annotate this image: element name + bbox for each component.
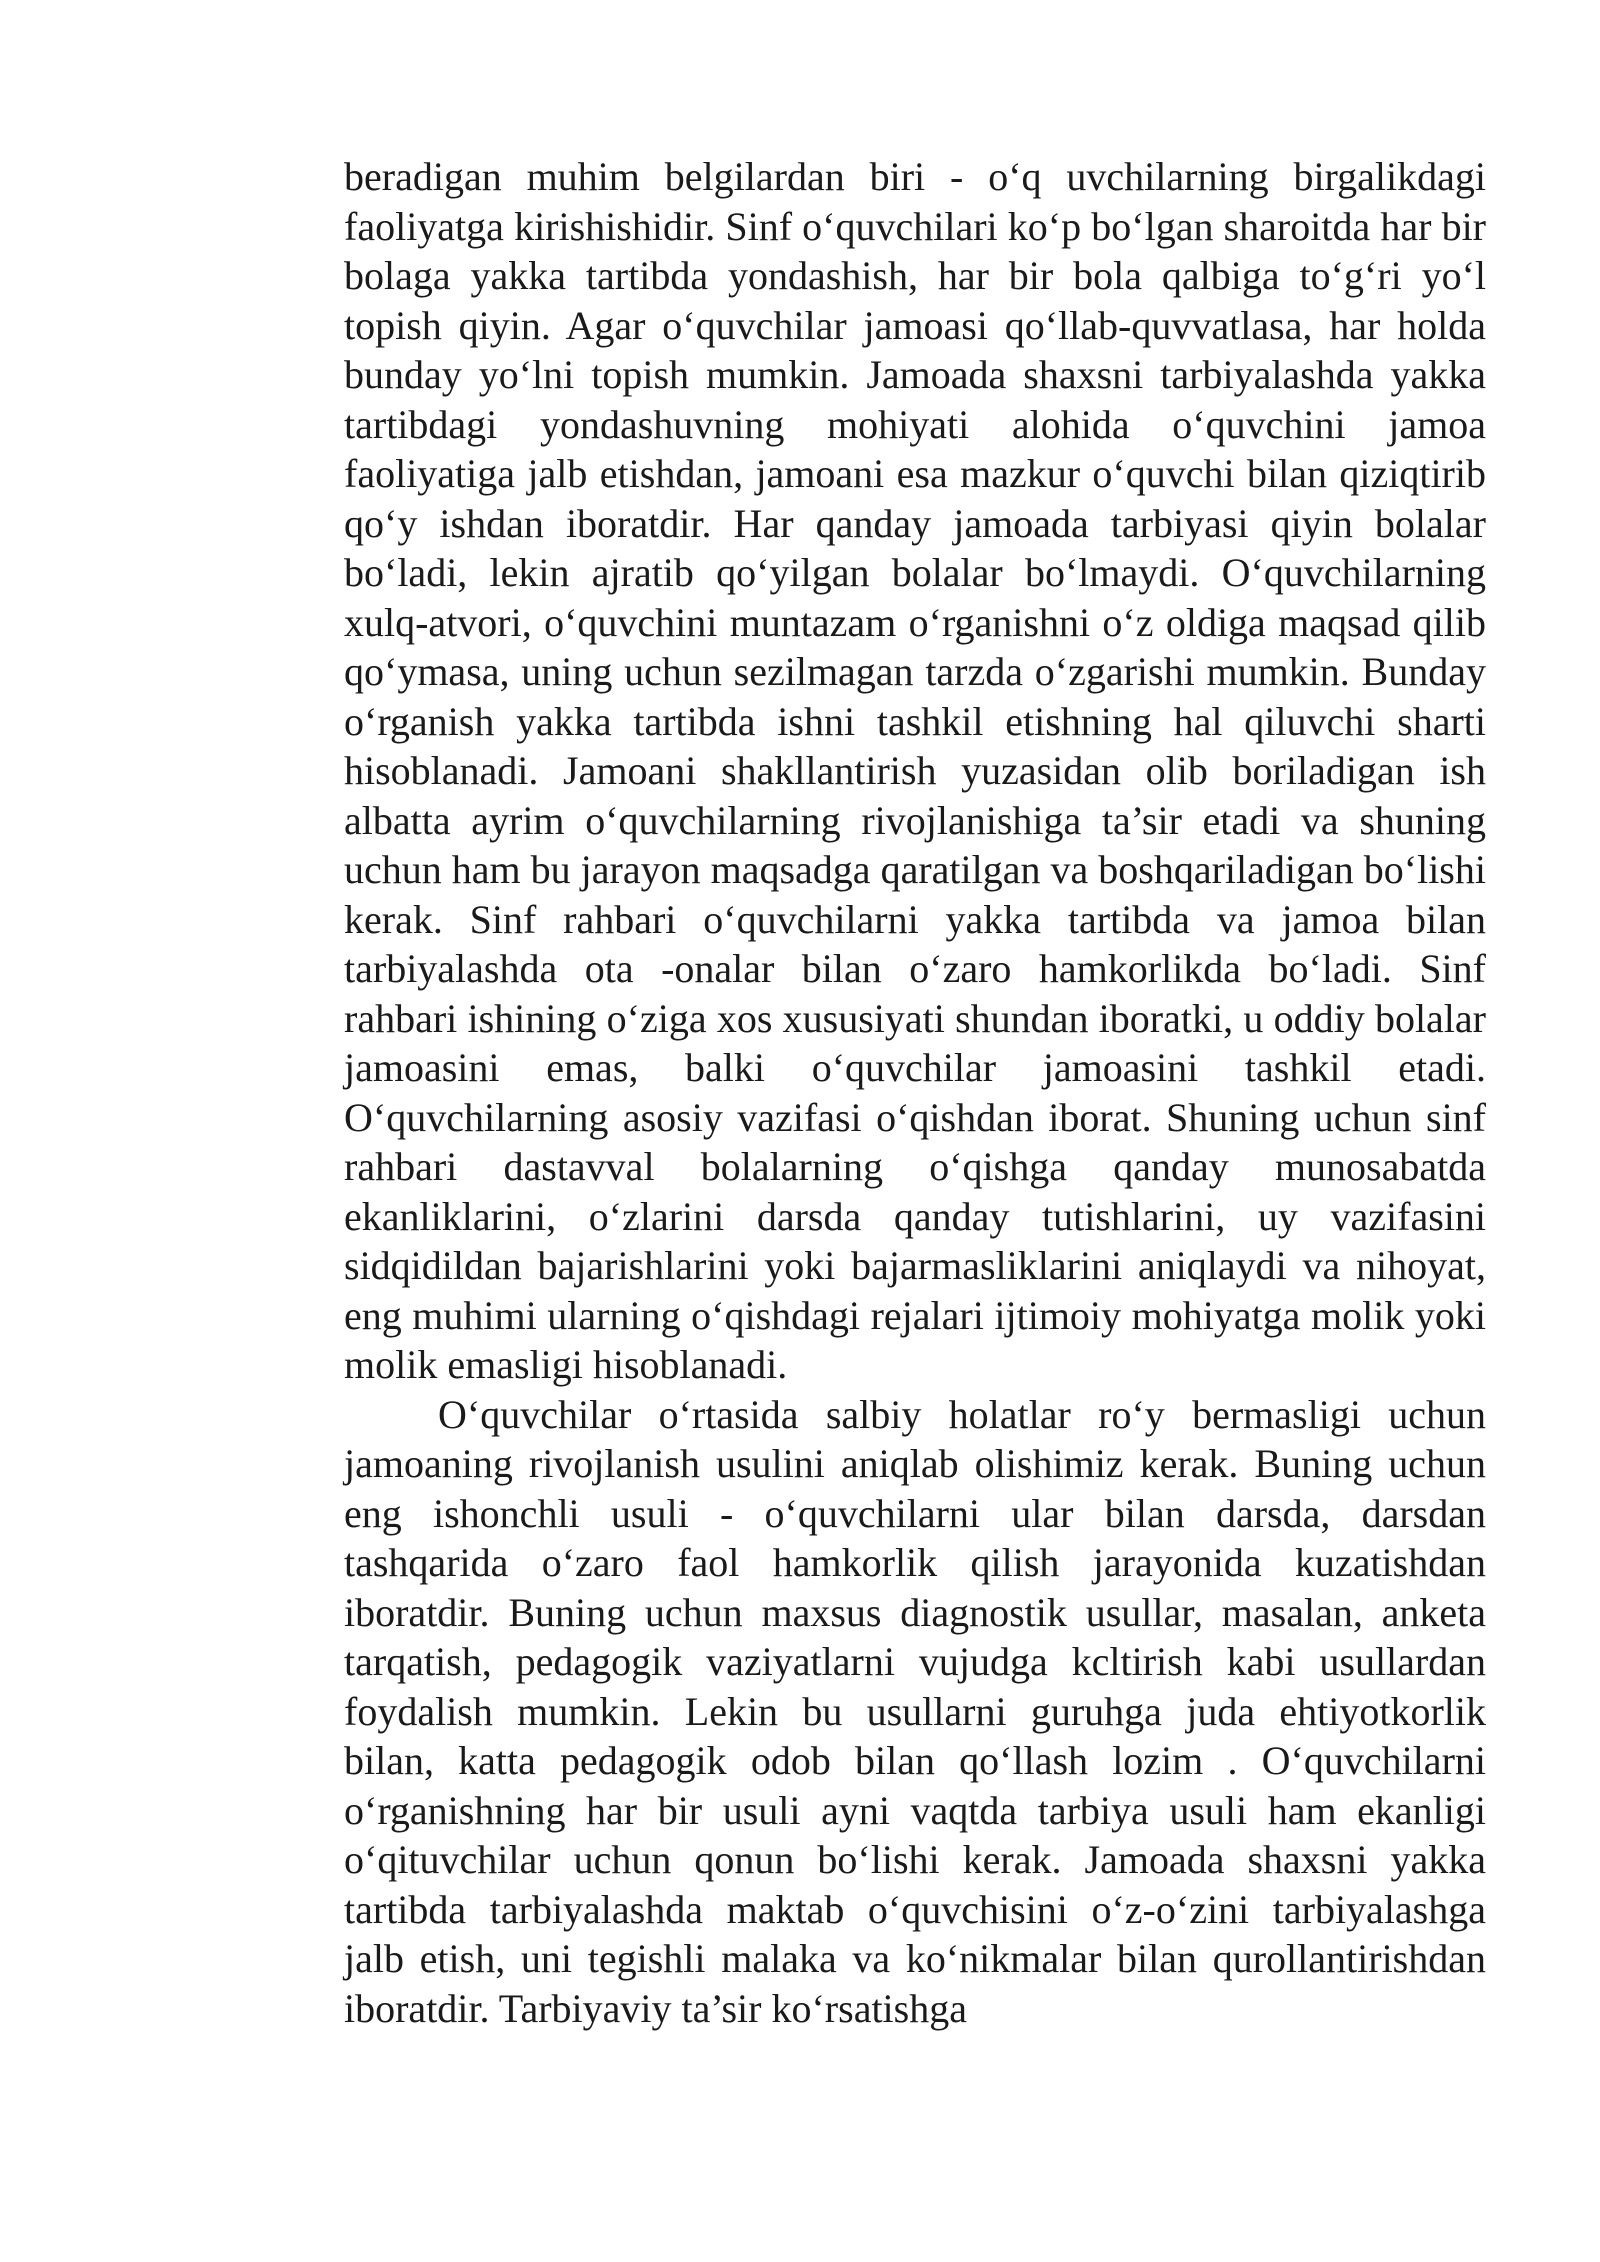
document-body — [344, 152, 1486, 2033]
paragraph-continued: beradigan muhim belgilardan biri - o‘q uvchilarning birgalikdagi faoliyatga kirishishidir. Sinf o‘quvchilari ko‘p bo‘lgan sharoitda har bir bolaga yakka tartibda yondashish, har bir bola qalbiga to‘g‘ri yo‘l topish qiyin. Agar o‘quvchilar jamoasi qo‘llab-quvvatlasa, har holda bunday yo‘lni topish mumkin. Jamoada shaxsni tarbiyalashda yakka tartibdagi yondashuvning mohiyati alohida o‘quvchini jamoa faoliyatiga jalb etishdan, jamoani esa mazkur o‘quvchi bilan qiziqtirib qo‘y ishdan iboratdir. Har qanday jamoada tarbiyasi qiyin bolalar bo‘ladi, lekin ajratib qo‘yilgan bolalar bo‘lmaydi. O‘quvchilarning xulq-atvori, o‘quvchini muntazam o‘rganishni o‘z oldiga maqsad qilib qo‘ymasa, uning uchun sezilmagan tarzda o‘zgarishi mumkin. Bunday o‘rganish yakka tartibda ishni tashkil etishning hal qiluvchi sharti hisoblanadi. Jamoani shakllantirish yuzasidan olib boriladigan ish albatta ayrim o‘quvchilarning rivojlanishiga ta’sir etadi va shuning uchun ham bu jarayon maqsadga qaratilgan va boshqariladigan bo‘lishi kerak. Sinf rahbari o‘quvchilarni yakka tartibda va jamoa bilan tarbiyalashda ota -onalar bilan o‘zaro hamkorlikda bo‘ladi. Sinf rahbari ishining o‘ziga xos xususiyati shundan iboratki, u oddiy bolalar jamoasini emas, balki o‘quvchilar jamoasini tashkil etadi. O‘quvchilarning asosiy vazifasi o‘qishdan iborat. Shuning uchun sinf rahbari dastavval bolalarning o‘qishga qanday munosabatda ekanliklarini, o‘zlarini darsda qanday tutishlarini, uy vazifasini sidqidildan bajarishlarini yoki bajarmasliklarini aniqlaydi va nihoyat, eng muhimi ularning o‘qishdagi rejalari ijtimoiy mohiyatga molik yoki molik emasligi hisoblanadi. — [344, 154, 1486, 1387]
paragraph-new: O‘quvchilar o‘rtasida salbiy holatlar ro‘y bermasligi uchun jamoaning rivojlanish usulini aniqlab olishimiz kerak. Buning uchun eng ishonchli usuli - o‘quvchilarni ular bilan darsda, darsdan tashqarida o‘zaro faol hamkorlik qilish jarayonida kuzatishdan iboratdir. Buning uchun maxsus diagnostik usullar, masalan, anketa tarqatish, pedagogik vaziyatlarni vujudga kcltirish kabi usullardan foydalish mumkin. Lekin bu usullarni guruhga juda ehtiyotkorlik bilan, katta pedagogik odob bilan qo‘llash lozim . O‘quvchilarni o‘rganishning har bir usuli ayni vaqtda tarbiya usuli ham ekanligi o‘qituvchilar uchun qonun bo‘lishi kerak. Jamoada shaxsni yakka tartibda tarbiyalashda maktab o‘quvchisini o‘z-o‘zini tarbiyalashga jalb etish, uni tegishli malaka va ko‘nikmalar bilan qurollantirishdan iboratdir. Tarbiyaviy ta’sir ko‘rsatishga — [344, 1391, 1486, 2031]
